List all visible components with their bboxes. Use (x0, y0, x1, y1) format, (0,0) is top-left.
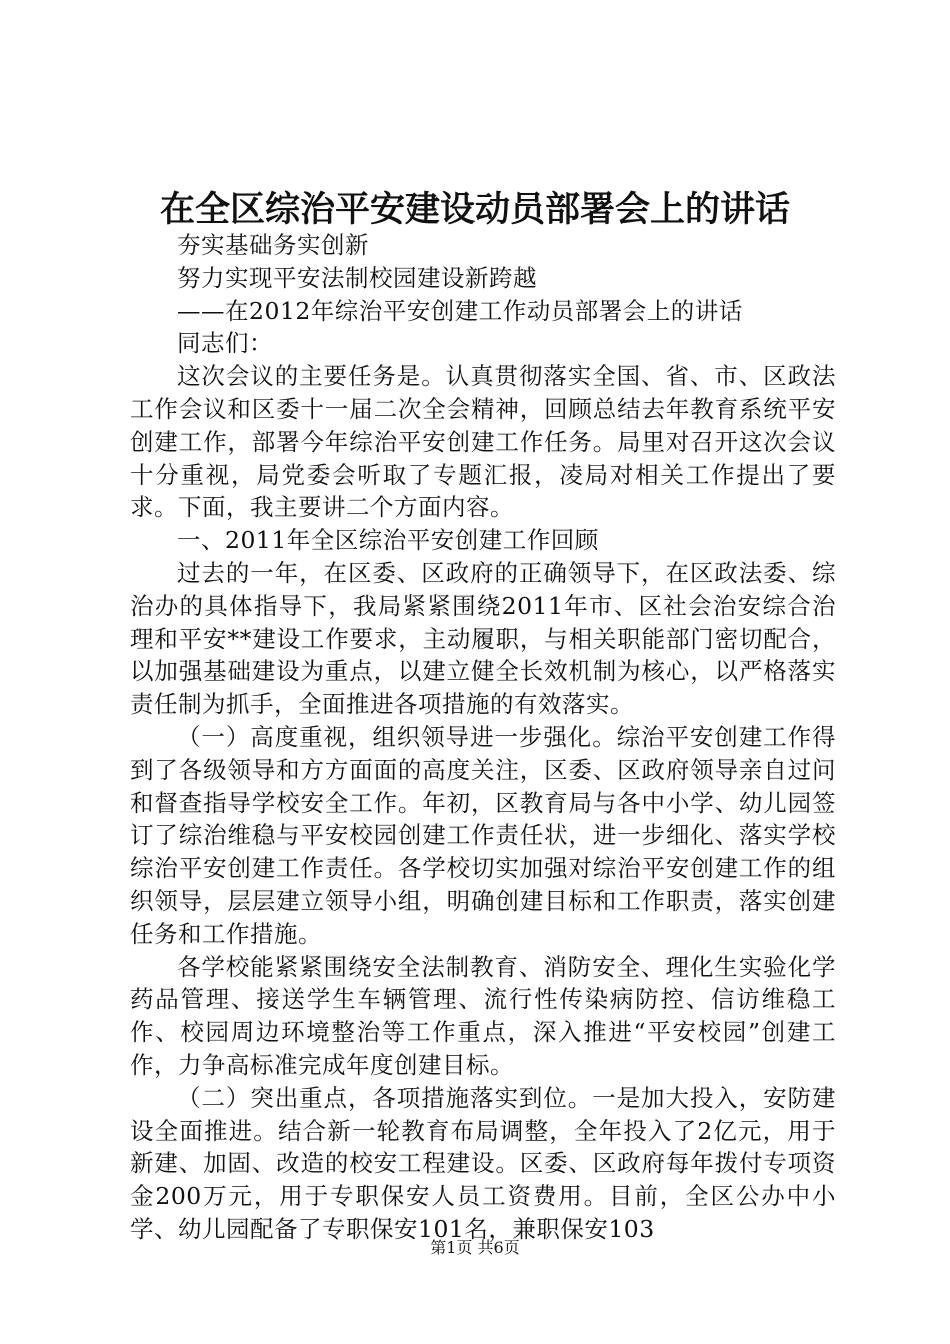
paragraph-intro: 这次会议的主要任务是。认真贯彻落实全国、省、市、区政法工作会议和区委十一届二次全会精神，回顾总结去年教育系统平安创建工作，部署今年综治平安创建工作任务。局里对召开这次会议十分重视，局党委会听取了专题汇报，凌局对相关工作提出了要求。下面，我主要讲二个方面内容。 (130, 362, 836, 522)
subtitle-line-3: ——在2012年综治平安创建工作动员部署会上的讲话 (177, 296, 743, 325)
subtitle-line-2: 努力实现平安法制校园建设新跨越 (177, 263, 537, 292)
subtitle-line-1: 夯实基础务实创新 (177, 231, 369, 259)
paragraph-review: 过去的一年，在区委、区政府的正确领导下，在区政法委、综治办的具体指导下，我局紧紧围绕2011年市、区社会治安综合治理和平安**建设工作要求，主动履职，与相关职能部门密切配合，以加强基础建设为重点，以建立健全长效机制为核心，以严格落实责任制为抓手，全面推进各项措施的有效落实。 (130, 558, 836, 719)
paragraph-schools: 各学校能紧紧围绕安全法制教育、消防安全、理化生实验化学药品管理、接送学生车辆管理、流行性传染病防控、信访维稳工作、校园周边环境整治等工作重点，深入推进“平安校园”创建工作，力争高标准完成年度创建目标。 (130, 952, 836, 1079)
paragraph-point-1: （一）高度重视，组织领导进一步强化。综治平安创建工作得到了各级领导和方方面面的高度关注，区委、区政府领导亲自过问和督查指导学校安全工作。年初，区教育局与各中小学、幼儿园签订了综治维稳与平安校园创建工作责任状，进一步细化、落实学校综治平安创建工作责任。各学校切实加强对综治平安创建工作的组织领导，层层建立领导小组，明确创建目标和工作职责，落实创建任务和工作措施。 (130, 722, 836, 948)
page-number-footer: 第1页 共6页 (430, 1238, 520, 1257)
paragraph-point-2: （二）突出重点，各项措施落实到位。一是加大投入，安防建设全面推进。结合新一轮教育布局调整，全年投入了2亿元，用于新建、加固、改造的校安工程建设。区委、区政府每年拨付专项资金200万元，用于专职保安人员工资费用。目前，全区公办中小学、幼儿园配备了专职保安101名，兼职保安103 (130, 1083, 836, 1243)
document-title: 在全区综治平安建设动员部署会上的讲话 (159, 189, 790, 230)
salutation: 同志们： (177, 329, 273, 358)
section-heading-1: 一、2011年全区综治平安创建工作回顾 (177, 526, 599, 555)
document-body (130, 229, 836, 1246)
